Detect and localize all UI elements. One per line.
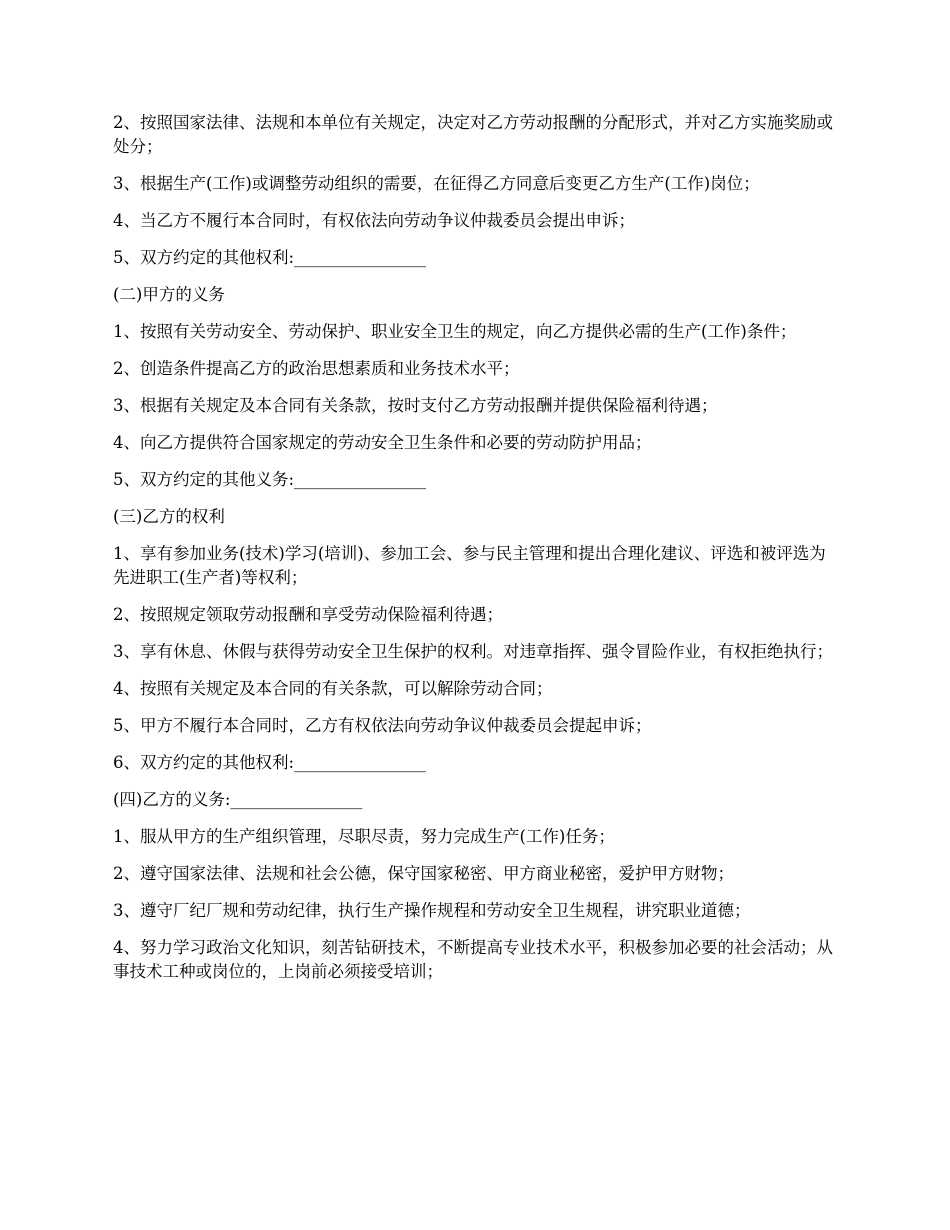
document-body <box>113 111 838 997</box>
paragraph-yifang-right-1: 1、享有参加业务(技术)学习(培训)、参加工会、参与民主管理和提出合理化建议、评选和被评选为先进职工(生产者)等权利； <box>113 544 826 587</box>
section-heading-jiafang-duties: (二)甲方的义务 <box>113 285 225 304</box>
paragraph-jiafang-duty-5: 5、双方约定的其他义务:________________ <box>113 470 427 489</box>
paragraph-yifang-right-5: 5、甲方不履行本合同时，乙方有权依法向劳动争议仲裁委员会提起申诉； <box>113 716 652 735</box>
paragraph-jiafang-right-4: 4、当乙方不履行本合同时，有权依法向劳动争议仲裁委员会提出申诉； <box>113 211 635 230</box>
section-heading-yifang-duties: (四)乙方的义务:________________ <box>113 790 363 809</box>
paragraph-jiafang-duty-1: 1、按照有关劳动安全、劳动保护、职业安全卫生的规定，向乙方提供必需的生产(工作)条件； <box>113 322 797 341</box>
paragraph-yifang-duty-2: 2、遵守国家法律、法规和社会公德，保守国家秘密、甲方商业秘密，爱护甲方财物； <box>113 864 734 883</box>
paragraph-yifang-duty-3: 3、遵守厂纪厂规和劳动纪律，执行生产操作规程和劳动安全卫生规程，讲究职业道德； <box>113 901 751 920</box>
paragraph-jiafang-right-2: 2、按照国家法律、法规和本单位有关规定，决定对乙方劳动报酬的分配形式，并对乙方实施奖励或处分； <box>113 113 833 156</box>
paragraph-jiafang-duty-3: 3、根据有关规定及本合同有关条款，按时支付乙方劳动报酬并提供保险福利待遇； <box>113 396 718 415</box>
paragraph-yifang-right-6: 6、双方约定的其他权利:________________ <box>113 753 427 772</box>
section-heading-yifang-rights: (三)乙方的权利 <box>113 507 225 526</box>
paragraph-yifang-right-2: 2、按照规定领取劳动报酬和享受劳动保险福利待遇； <box>113 605 503 624</box>
paragraph-yifang-duty-1: 1、服从甲方的生产组织管理，尽职尽责，努力完成生产(工作)任务； <box>113 827 615 846</box>
paragraph-jiafang-duty-4: 4、向乙方提供符合国家规定的劳动安全卫生条件和必要的劳动防护用品； <box>113 433 652 452</box>
paragraph-yifang-right-4: 4、按照有关规定及本合同的有关条款，可以解除劳动合同； <box>113 679 553 698</box>
paragraph-jiafang-right-5: 5、双方约定的其他权利:________________ <box>113 248 427 267</box>
paragraph-jiafang-duty-2: 2、创造条件提高乙方的政治思想素质和业务技术水平； <box>113 359 520 378</box>
paragraph-yifang-right-3: 3、享有休息、休假与获得劳动安全卫生保护的权利。对违章指挥、强令冒险作业，有权拒绝执行； <box>113 642 833 661</box>
paragraph-yifang-duty-4: 4、努力学习政治文化知识，刻苦钻研技术，不断提高专业技术水平，积极参加必要的社会活动；从事技术工种或岗位的，上岗前必须接受培训； <box>113 938 833 981</box>
paragraph-jiafang-right-3: 3、根据生产(工作)或调整劳动组织的需要，在征得乙方同意后变更乙方生产(工作)岗位； <box>113 174 760 193</box>
